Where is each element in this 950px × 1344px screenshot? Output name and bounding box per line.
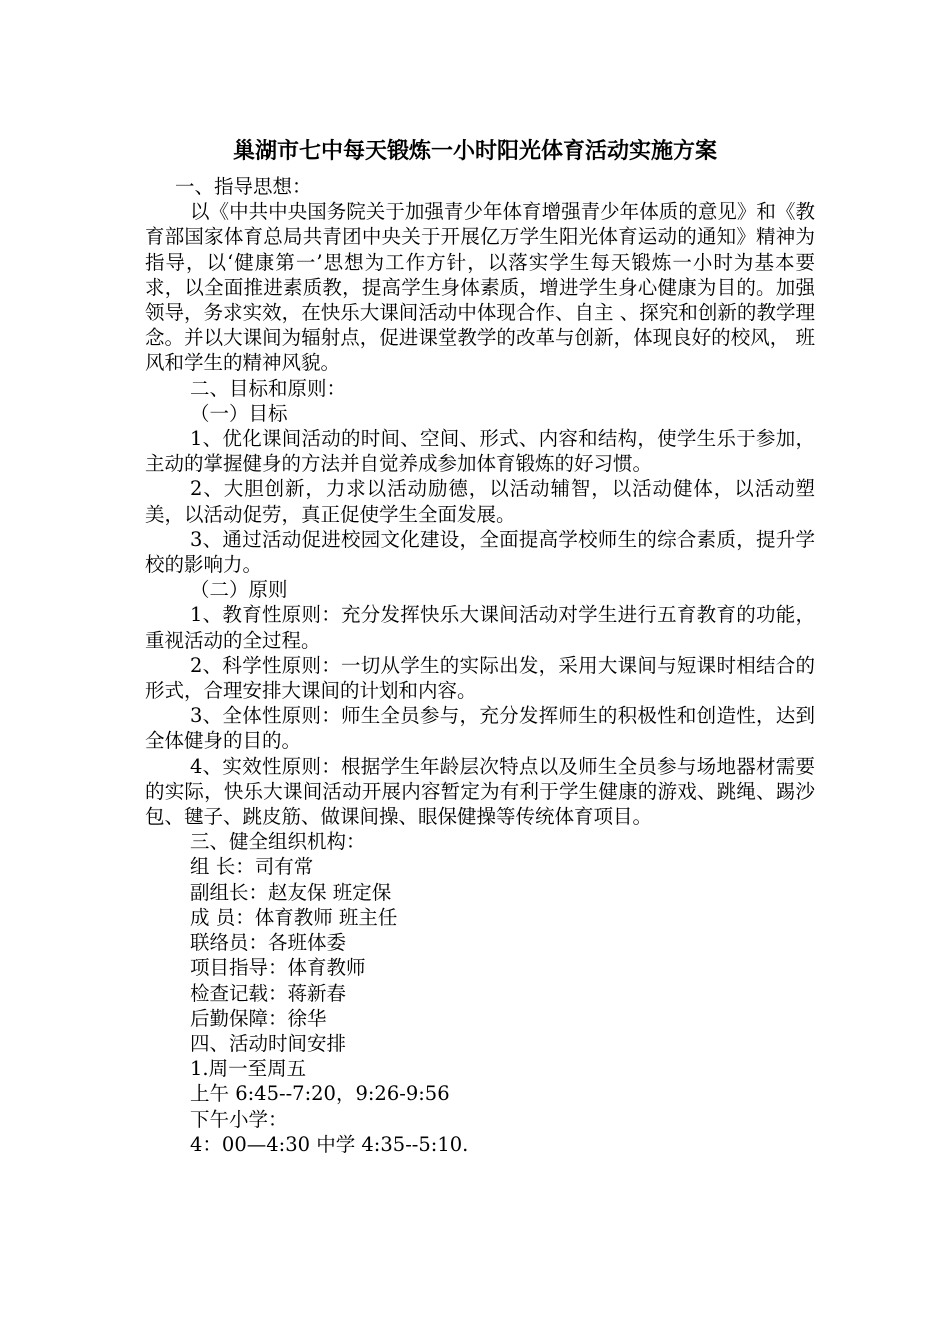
subheading-goals: （一）目标 bbox=[190, 401, 288, 425]
org-line-deputy-leader: 副组长：赵友保 班定保 bbox=[190, 880, 392, 904]
document-title: 巢湖市七中每天锻炼一小时阳光体育活动实施方案 bbox=[232, 138, 717, 164]
schedule-line-weekdays: 1.周一至周五 bbox=[190, 1057, 307, 1081]
paragraph-guiding-thought: 以《中共中央国务院关于加强青少年体育增强青少年体质的意见》和《教育部国家体育总局共青团中央关于开展亿万学生阳光体育运动的通知》精神为指导，以‘健康第一’思想为工作方针，以落实学生每天锻炼一小时为基本要求，以全面推进素质教，提高学生身体素质，增进学生身心健康为目的。加强领导，务求实效，在快乐大课间活动中体现合作、自主 、探究和创新的教学理念。并以大课间为辐射点，促进课堂教学的改革与创新，体现良好的校风， 班风和学生的精神风貌。 bbox=[145, 200, 815, 375]
org-line-liaison: 联络员：各班体委 bbox=[190, 931, 347, 955]
org-line-inspection-records: 检查记载：蒋新春 bbox=[190, 981, 347, 1005]
org-line-project-guidance: 项目指导：体育教师 bbox=[190, 956, 366, 980]
paragraph-principle-2: 2、科学性原则：一切从学生的实际出发，采用大课间与短课时相结合的形式，合理安排大课间的计划和内容。 bbox=[145, 653, 815, 703]
org-line-leader: 组 长：司有常 bbox=[190, 855, 314, 879]
paragraph-goal-2: 2、大胆创新，力求以活动励德，以活动辅智，以活动健体，以活动塑美，以活动促劳，真正促使学生全面发展。 bbox=[145, 477, 815, 526]
subheading-principles: （二）原则 bbox=[190, 578, 288, 602]
schedule-line-afternoon-primary: 下午小学： bbox=[190, 1107, 288, 1131]
paragraph-principle-4: 4、实效性原则：根据学生年龄层次特点以及师生全员参与场地器材需要的实际，快乐大课间活动开展内容暂定为有利于学生健康的游戏、跳绳、踢沙包、毽子、跳皮筋、做课间操、眼保健操等传统体育项目。 bbox=[145, 754, 815, 829]
paragraph-principle-1: 1、教育性原则：充分发挥快乐大课间活动对学生进行五育教育的功能，重视活动的全过程。 bbox=[145, 603, 815, 652]
org-line-logistics: 后勤保障：徐华 bbox=[190, 1006, 327, 1030]
document-body bbox=[145, 174, 815, 1157]
section-heading-guiding-thought: 一、指导思想： bbox=[175, 175, 312, 198]
paragraph-principle-3: 3、全体性原则：师生全员参与，充分发挥师生的积极性和创造性，达到全体健身的目的。 bbox=[145, 704, 815, 753]
schedule-line-morning: 上午 6:45--7:20，9:26-9:56 bbox=[190, 1082, 450, 1106]
paragraph-goal-1: 1、优化课间活动的时间、空间、形式、内容和结构，使学生乐于参加，主动的掌握健身的方法并自觉养成参加体育锻炼的好习惯。 bbox=[145, 427, 815, 476]
section-heading-goals-principles: 二、目标和原则： bbox=[190, 376, 347, 400]
section-heading-schedule: 四、活动时间安排 bbox=[190, 1031, 347, 1055]
section-heading-organization: 三、健全组织机构： bbox=[190, 830, 366, 854]
org-line-members: 成 员：体育教师 班主任 bbox=[190, 905, 398, 929]
schedule-line-afternoon-times: 4：00—4:30 中学 4:35--5:10. bbox=[190, 1132, 469, 1156]
paragraph-goal-3: 3、通过活动促进校园文化建设，全面提高学校师生的综合素质，提升学校的影响力。 bbox=[145, 527, 815, 577]
